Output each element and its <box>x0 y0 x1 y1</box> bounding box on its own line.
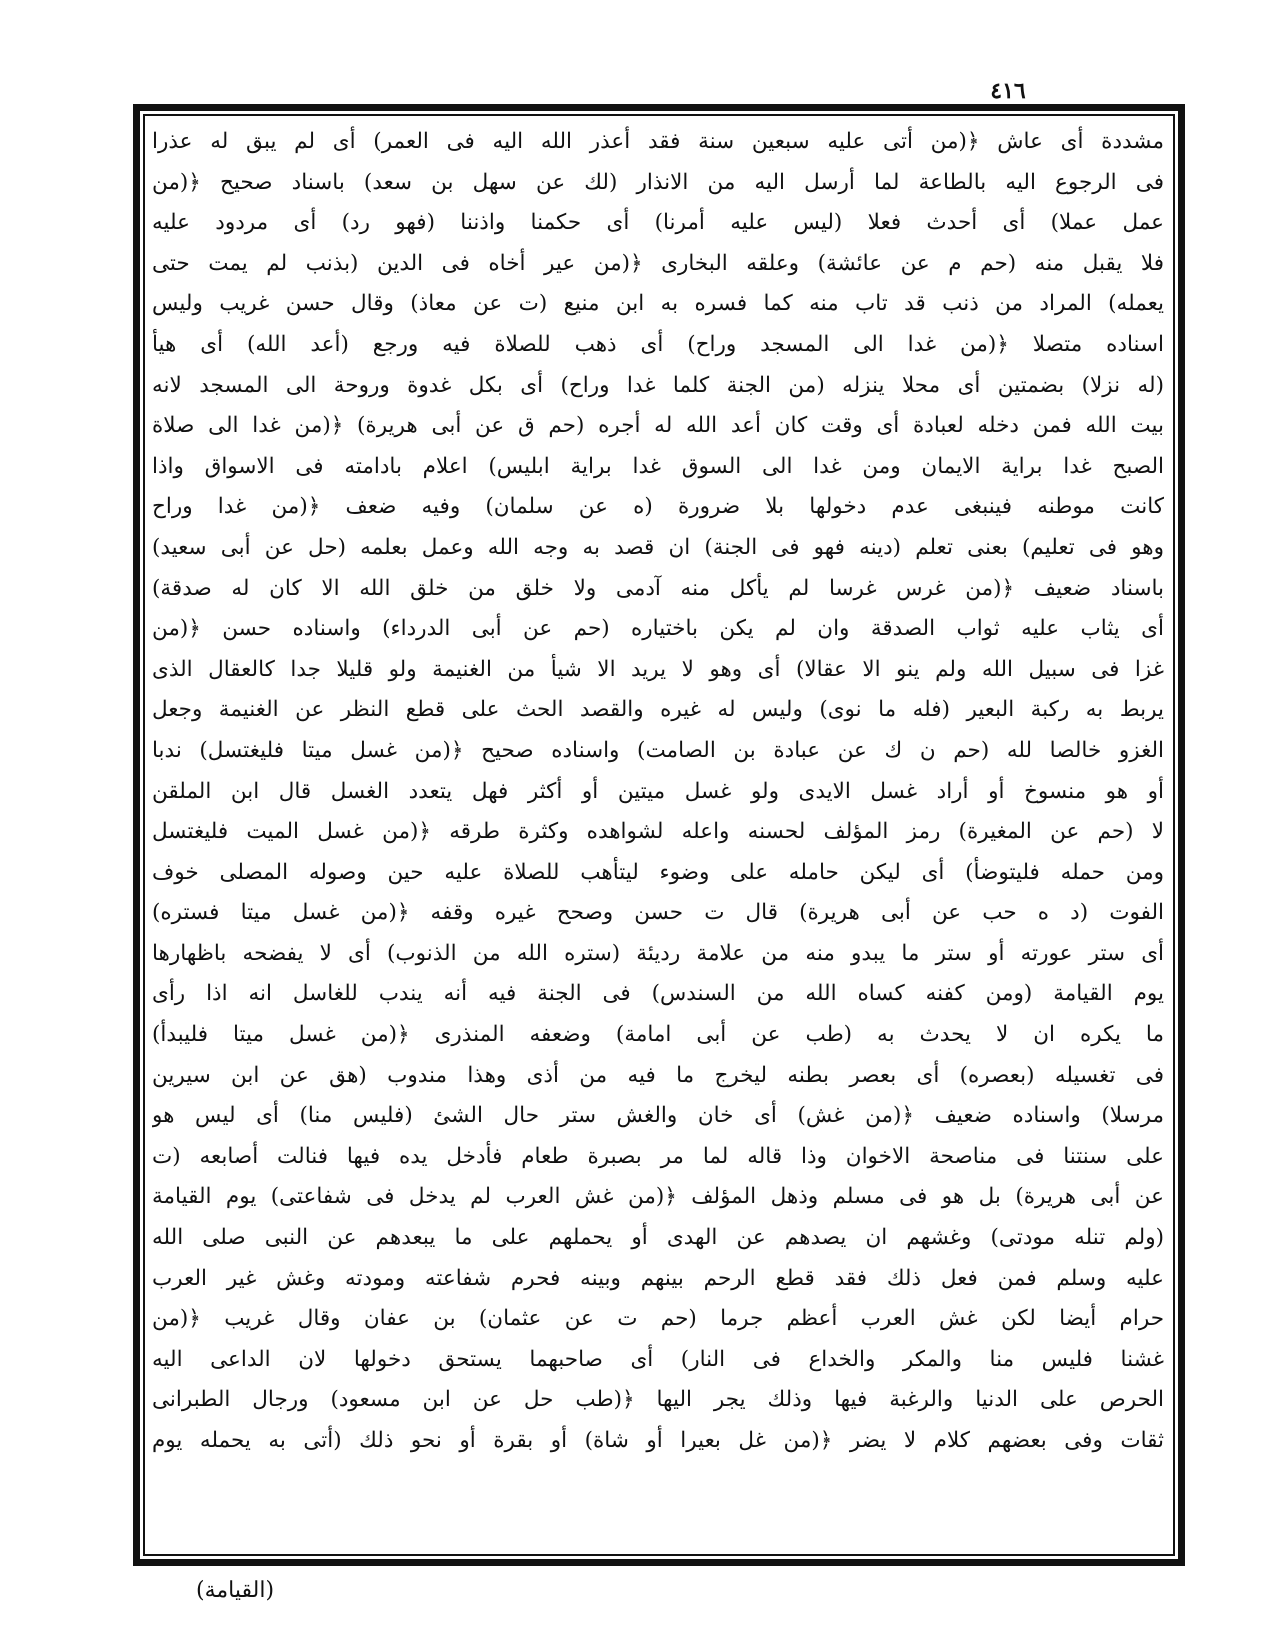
text-line: باسناد ضعيف ﴿(من غرس غرسا لم يأكل منه آدمى ولا خلق من خلق الله الا كان له صدقة) <box>152 575 1164 601</box>
text-line: أو هو منسوخ أو أراد غسل الايدى ولو غسل ميتين أو أكثر فهل يتعدد الغسل قال ابن الملقن <box>152 778 1164 804</box>
text-line: كانت موطنه فينبغى عدم دخولها بلا ضرورة (ه عن سلمان) وفيه ضعف ﴿(من غدا وراح <box>152 494 1164 520</box>
text-line: الحرص على الدنيا والرغبة فيها وذلك يجر اليها ﴿(طب حل عن ابن مسعود) ورجال الطبرانى <box>152 1387 1164 1413</box>
text-line: غزا فى سبيل الله ولم ينو الا عقالا) أى وهو لا يريد الا شيأ من الغنيمة ولو قليلا جدا كالعقال الذى <box>152 656 1164 682</box>
text-line: عليه وسلم فمن فعل ذلك فقد قطع الرحم بينهم وبينه فحرم شفاعته ومودته وغش غير العرب <box>152 1265 1164 1291</box>
text-line: ما يكره ان لا يحدث به (طب عن أبى امامة) وضعفه المنذرى ﴿(من غسل ميتا فليبدأ) <box>152 1022 1164 1048</box>
text-line: فى تغسيله (بعصره) أى بعصر بطنه ليخرج ما فيه من أذى وهذا مندوب (هق عن ابن سيرين <box>152 1062 1164 1088</box>
text-line: اسناده متصلا ﴿(من غدا الى المسجد وراح) أى ذهب للصلاة فيه ورجع (أعد الله) أى هيأ <box>152 331 1164 357</box>
text-line: حرام أيضا لكن غش العرب أعظم جرما (حم ت عن عثمان) بن عفان وقال غريب ﴿(من <box>152 1306 1164 1332</box>
text-line <box>152 1502 1164 1543</box>
text-line: وهو فى تعليم) بعنى تعلم (دينه فهو فى الجنة) ان قصد به وجه الله وعمل بعلمه (حل عن أبى سعيد) <box>152 534 1164 560</box>
text-line: مشددة أى عاش ﴿(من أتى عليه سبعين سنة فقد أعذر الله اليه فى العمر) أى لم يبق له عذرا <box>152 129 1164 154</box>
text-line: يوم القيامة (ومن كفنه كساه الله من السندس) فى الجنة فيه أنه يندب للغاسل انه اذا رأى <box>152 981 1164 1007</box>
text-line: أى ستر عورته أو ستر ما يبدو منه من علامة رديئة (ستره الله من الذنوب) أى لا يفضحه باظهارها <box>152 940 1164 966</box>
page-number: ٤١٦ <box>990 78 1026 104</box>
text-line: لا (حم عن المغيرة) رمز المؤلف لحسنه واعله لشواهده وكثرة طرقه ﴿(من غسل الميت فليغتسل <box>152 819 1164 845</box>
text-line: (له نزلا) بضمتين أى محلا ينزله (من الجنة كلما غدا وراح) أى بكل غدوة وروحة الى المسجد لانه <box>152 372 1164 398</box>
catchword: (القيامة) <box>196 1578 275 1603</box>
text-line: غشنا فليس منا والمكر والخداع فى النار) أى صاحبهما يستحق دخولها لان الداعى اليه <box>152 1346 1164 1372</box>
text-line: ومن حمله فليتوضأ) أى ليكن حامله على وضوء ليتأهب للصلاة عليه حين وصوله المصلى خوف <box>152 859 1164 885</box>
text-line: عمل عملا) أى أحدث فعلا (ليس عليه أمرنا) أى حكمنا واذننا (فهو رد) أى مردود عليه <box>152 210 1164 236</box>
text-line: الغزو خالصا لله (حم ن ك عن عبادة بن الصامت) واسناده صحيح ﴿(من غسل ميتا فليغتسل) ندبا <box>152 737 1164 763</box>
text-line: على سنتنا فى مناصحة الاخوان وذا قاله لما مر بصبرة طعام فأدخل يده فيها فنالت أصابعه (ت <box>152 1143 1164 1169</box>
text-line: بيت الله فمن دخله لعبادة أى وقت كان أعد الله له أجره (حم ق عن أبى هريرة) ﴿(من غدا الى صلاة <box>152 413 1164 439</box>
text-line: فى الرجوع اليه بالطاعة لما أرسل اليه من الانذار (لك عن سهل بن سعد) باسناد صحيح ﴿(من <box>152 169 1164 195</box>
text-line: (ولم تنله مودتى) وغشهم ان يصدهم عن الهدى أو يحملهم على ما يبعدهم عن النبى صلى الله <box>152 1225 1164 1251</box>
text-line: ثقات وفى بعضهم كلام لا يضر ﴿(من غل بعيرا أو شاة) أو بقرة أو نحو ذلك (أتى به يحمله يوم <box>152 1428 1164 1453</box>
text-line: يعمله) المراد من ذنب قد تاب منه كما فسره به ابن منيع (ت عن معاذ) وقال حسن غريب وليس <box>152 291 1164 317</box>
text-line: الصبح غدا براية الايمان ومن غدا الى السوق غدا براية ابليس) اعلام بادامته فى الاسواق واذا <box>152 453 1164 479</box>
text-line: الفوت (د ه حب عن أبى هريرة) قال ت حسن وصحح غيره وقفه ﴿(من غسل ميتا فستره) <box>152 900 1164 926</box>
text-line: فلا يقبل منه (حم م عن عائشة) وعلقه البخارى ﴿(من عير أخاه فى الدين (بذنب لم يمت حتى <box>152 250 1164 276</box>
text-line <box>152 1462 1164 1503</box>
text-block <box>152 122 1164 1546</box>
text-line: عن أبى هريرة) بل هو فى مسلم وذهل المؤلف ﴿(من غش العرب لم يدخل فى شفاعتى) يوم القيامة <box>152 1184 1164 1210</box>
text-line: يربط به ركبة البعير (فله ما نوى) وليس له غيره والقصد الحث على قطع النظر عن الغنيمة وجعل <box>152 697 1164 723</box>
text-line: مرسلا) واسناده ضعيف ﴿(من غش) أى خان والغش ستر حال الشئ (فليس منا) أى ليس هو <box>152 1103 1164 1129</box>
text-line: أى يثاب عليه ثواب الصدقة وان لم يكن باختياره (حم عن أبى الدرداء) واسناده حسن ﴿(من <box>152 616 1164 642</box>
